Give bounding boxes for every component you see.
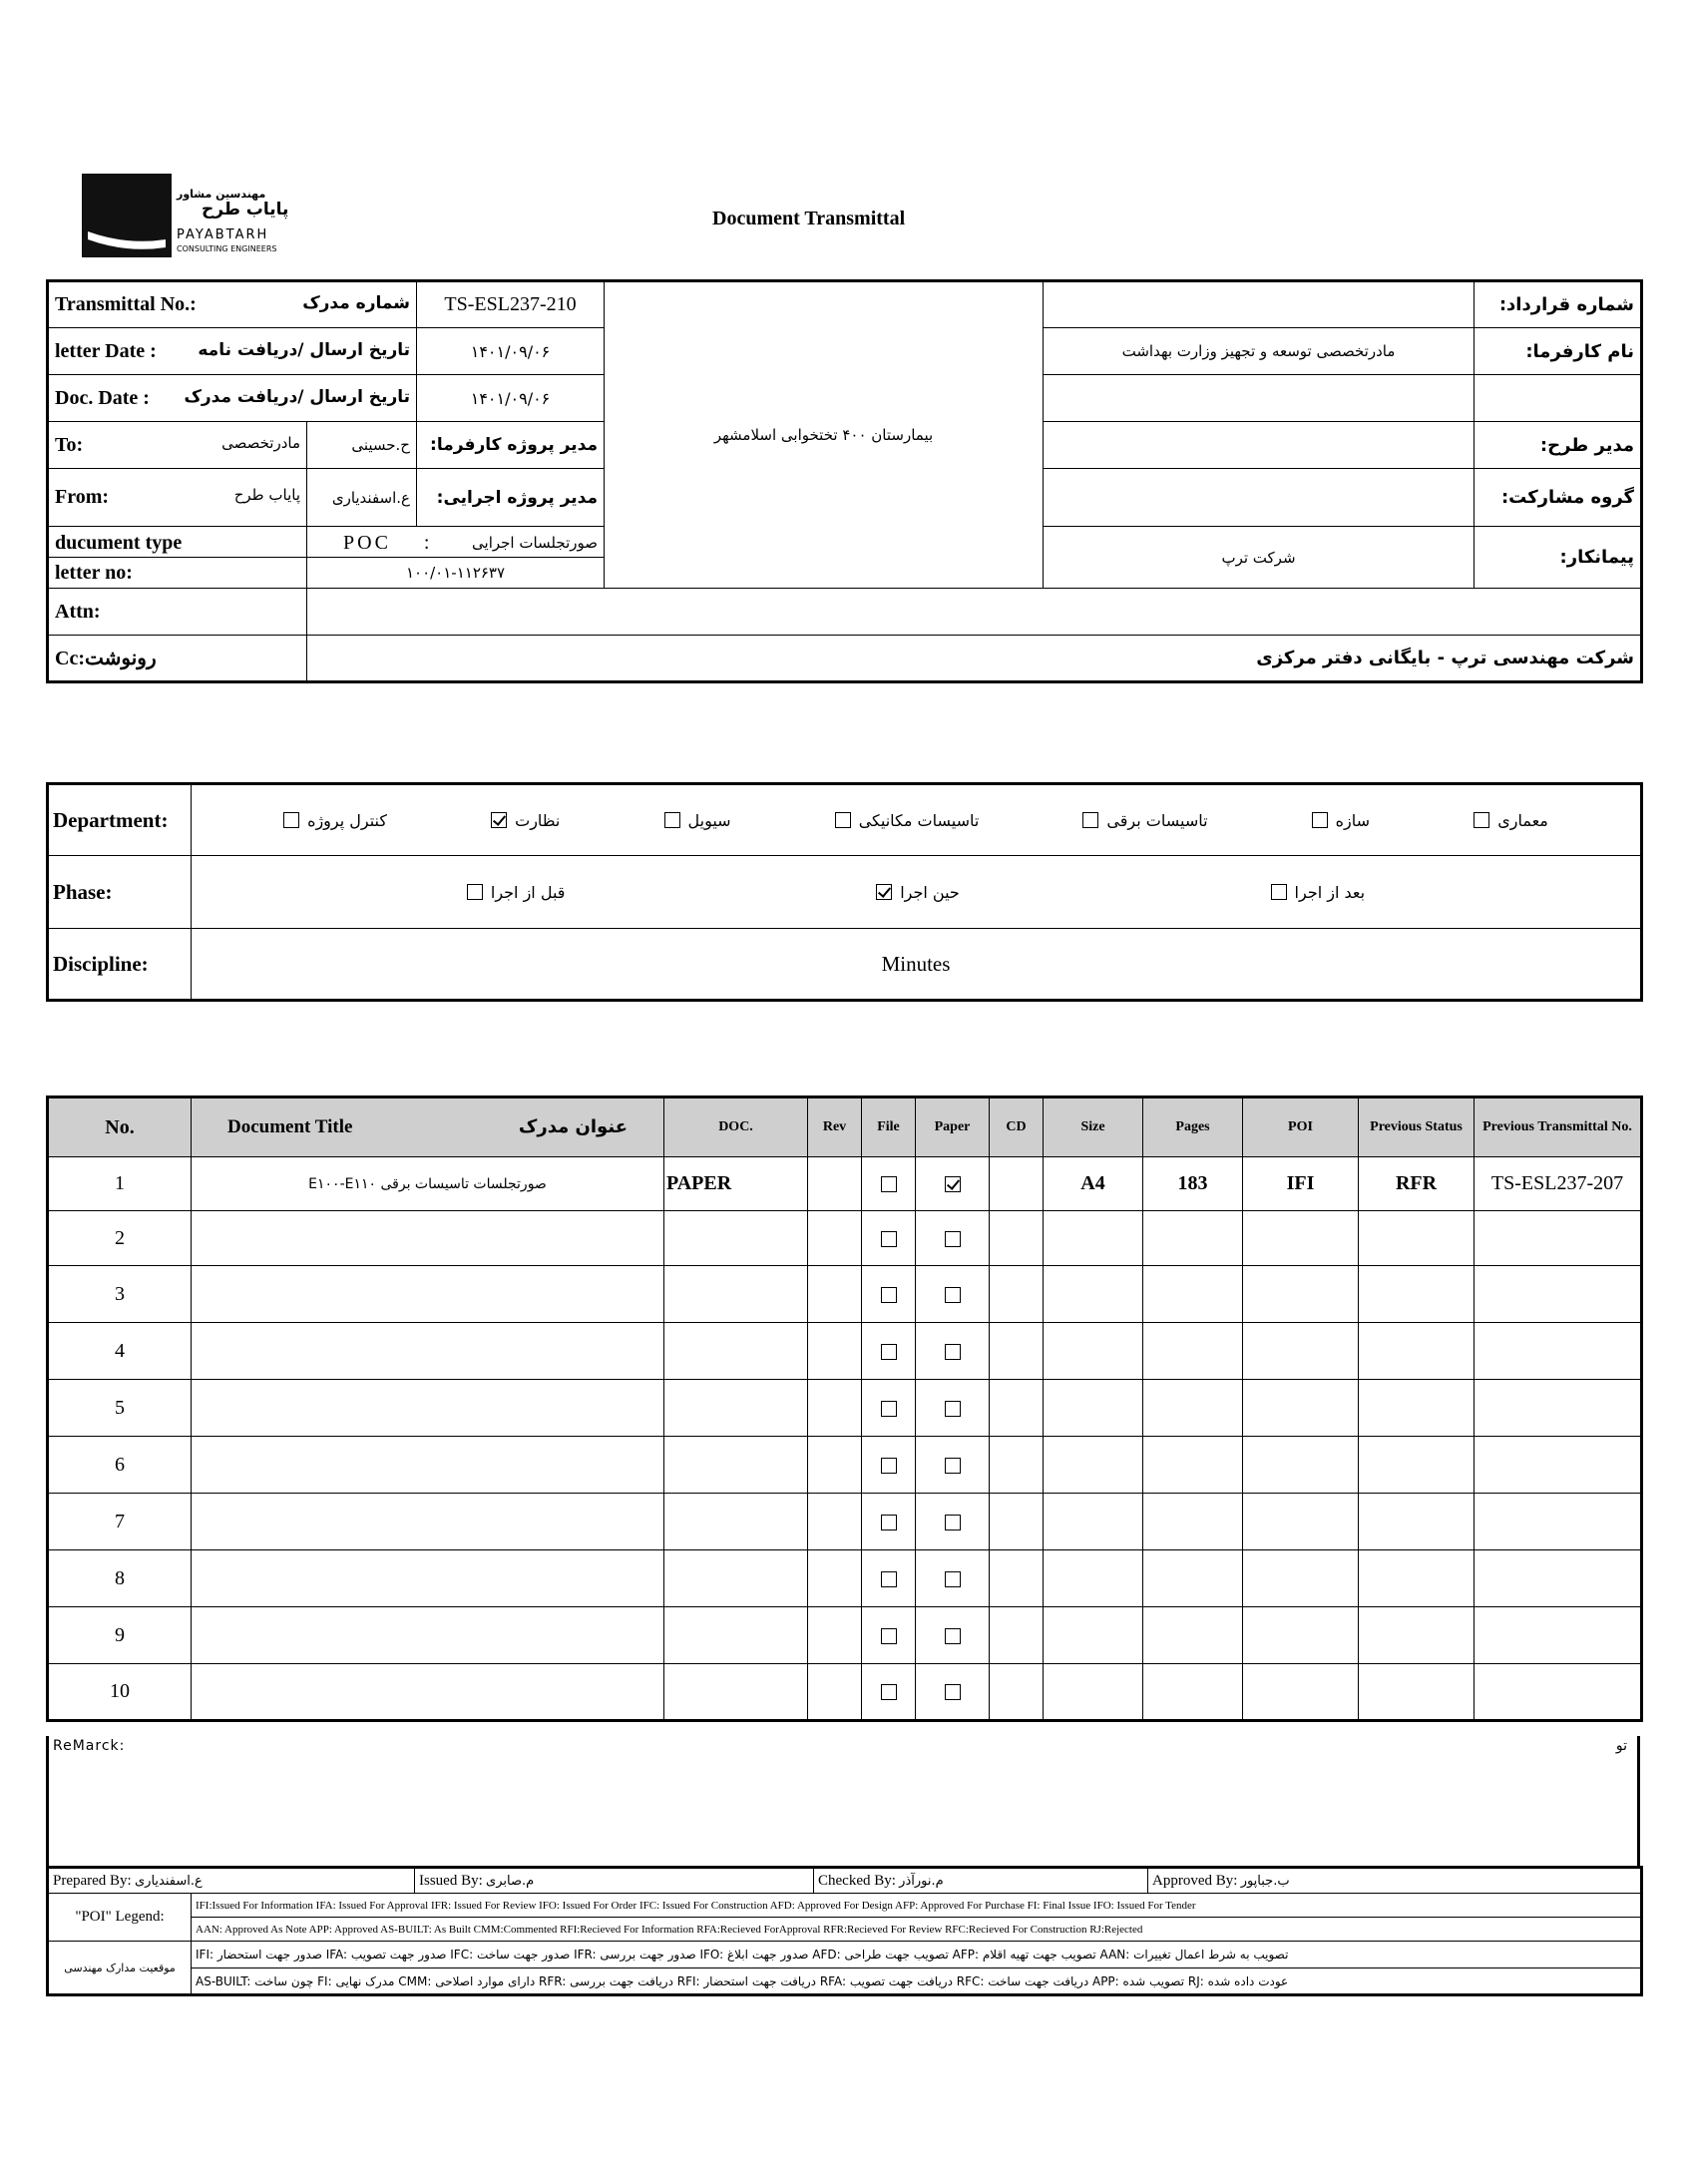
from-value: پایاب طرح — [233, 486, 300, 504]
paper-checkbox[interactable] — [945, 1571, 961, 1587]
transmittal-no-fa-label: شماره مدرک — [302, 293, 410, 313]
prepared-value: ع.اسفندیاری — [134, 1873, 203, 1889]
cell-size — [1044, 1323, 1143, 1380]
cell-no: 7 — [48, 1494, 192, 1550]
cell-paper — [916, 1437, 990, 1494]
cell-pages — [1143, 1380, 1243, 1437]
department-option-label: تاسیسات برقی — [1106, 810, 1208, 830]
status-legend-label: موقعیت مدارک مهندسی — [48, 1942, 192, 1995]
cc-label: Cc:رونوشت — [48, 636, 307, 682]
cell-size — [1044, 1550, 1143, 1607]
phase-option[interactable] — [876, 883, 960, 902]
table-row — [48, 1550, 1642, 1607]
partnership-value — [1044, 469, 1475, 527]
cell-prev-trans — [1475, 1323, 1642, 1380]
col-rev: Rev — [808, 1097, 862, 1157]
phase-option-label: حین اجرا — [900, 882, 960, 902]
cell-rev — [808, 1157, 862, 1211]
cell-poi — [1243, 1664, 1359, 1721]
cell-prev-trans — [1475, 1494, 1642, 1550]
cell-doc — [664, 1437, 808, 1494]
checked-label: Checked By: — [818, 1872, 896, 1889]
cell-file — [862, 1323, 916, 1380]
phase-label: Phase: — [48, 856, 192, 929]
cell-prev-status — [1359, 1266, 1475, 1323]
cell-doc: PAPER — [664, 1157, 808, 1211]
cell-prev-trans: TS-ESL237-207 — [1475, 1157, 1642, 1211]
cell-poi — [1243, 1437, 1359, 1494]
cell-poi — [1243, 1211, 1359, 1266]
cell-pages: 183 — [1143, 1157, 1243, 1211]
header-table — [46, 279, 1643, 683]
department-option[interactable] — [283, 811, 387, 830]
cell-size — [1044, 1266, 1143, 1323]
paper-checkbox[interactable] — [945, 1458, 961, 1474]
cell-file — [862, 1266, 916, 1323]
cell-cd — [990, 1437, 1044, 1494]
cell-cd — [990, 1323, 1044, 1380]
partnership-label: گروه مشارکت: — [1475, 469, 1642, 527]
phase-option[interactable] — [1271, 883, 1366, 902]
department-checkbox[interactable] — [835, 812, 851, 828]
to-cell — [48, 422, 307, 469]
department-option-label: سازه — [1335, 810, 1371, 830]
cell-rev — [808, 1494, 862, 1550]
to-label: To: — [55, 433, 84, 456]
cell-no: 1 — [48, 1157, 192, 1211]
contract-no-label: شماره قرارداد: — [1475, 281, 1642, 328]
cell-pages — [1143, 1550, 1243, 1607]
cell-poi — [1243, 1494, 1359, 1550]
logo-firm-en: PAYABTARH — [177, 227, 269, 242]
department-option[interactable] — [1082, 811, 1207, 830]
table-row — [48, 1266, 1642, 1323]
phase-options — [192, 856, 1642, 929]
cell-file — [862, 1664, 916, 1721]
remark-label-fa: تو — [1615, 1738, 1627, 1754]
phase-checkbox[interactable] — [467, 884, 483, 900]
department-option[interactable] — [491, 811, 560, 830]
department-checkbox[interactable] — [1082, 812, 1098, 828]
designer-value — [1044, 422, 1475, 469]
doc-type-sep: : — [423, 531, 430, 554]
cell-file — [862, 1607, 916, 1664]
department-option[interactable] — [1474, 811, 1548, 830]
cell-file — [862, 1494, 916, 1550]
doc-type-code: POC — [343, 531, 391, 554]
cell-prev-trans — [1475, 1266, 1642, 1323]
cell-pages — [1143, 1607, 1243, 1664]
cell-prev-trans — [1475, 1664, 1642, 1721]
cell-prev-status — [1359, 1664, 1475, 1721]
file-checkbox[interactable] — [881, 1176, 897, 1192]
project-name: بیمارستان ۴۰۰ تختخوابی اسلامشهر — [605, 281, 1044, 589]
exec-pm-label: مدیر پروژه اجرایی: — [417, 469, 605, 527]
cell-rev — [808, 1266, 862, 1323]
cell-title — [192, 1607, 664, 1664]
issued-cell — [415, 1868, 814, 1894]
approved-cell — [1148, 1868, 1642, 1894]
attn-value — [307, 589, 1642, 636]
doc-date-fa-label: تاریخ ارسال /دریافت مدرک — [184, 386, 410, 407]
discipline-label: Discipline: — [48, 929, 192, 1001]
cell-size — [1044, 1607, 1143, 1664]
cell-rev — [808, 1323, 862, 1380]
classification-table — [46, 782, 1643, 1002]
cell-pages — [1143, 1323, 1243, 1380]
remark-box — [46, 1736, 1640, 1866]
cell-title — [192, 1266, 664, 1323]
file-checkbox[interactable] — [881, 1571, 897, 1587]
cell-size — [1044, 1494, 1143, 1550]
file-checkbox[interactable] — [881, 1458, 897, 1474]
letter-date-value: ۱۴۰۱/۰۹/۰۶ — [417, 328, 605, 375]
doc-type-value-cell — [307, 527, 605, 589]
client-label: نام کارفرما: — [1475, 328, 1642, 375]
logo-firm-small: مهندسین مشاور — [177, 188, 266, 201]
paper-checkbox[interactable] — [945, 1287, 961, 1303]
cell-doc — [664, 1266, 808, 1323]
cell-rev — [808, 1664, 862, 1721]
blank-label — [1475, 375, 1642, 422]
department-option-label: سیویل — [687, 810, 731, 830]
cell-cd — [990, 1664, 1044, 1721]
client-pm-label: مدیر پروژه کارفرما: — [417, 422, 605, 469]
issued-label: Issued By: — [419, 1872, 483, 1889]
cell-no: 5 — [48, 1380, 192, 1437]
prepared-label: Prepared By: — [53, 1872, 132, 1889]
doc-type-fa: صورتجلسات اجرایی — [472, 533, 598, 552]
department-checkbox[interactable] — [283, 812, 299, 828]
company-logo — [82, 174, 301, 259]
cell-size: A4 — [1044, 1157, 1143, 1211]
logo-firm-fa: پایاب طرح — [202, 200, 289, 219]
cell-prev-trans — [1475, 1607, 1642, 1664]
cell-doc — [664, 1550, 808, 1607]
table-row — [48, 1664, 1642, 1721]
legend-line-4: AS-BUILT: چون ساخت FI: مدرک نهایی CMM: دارای موارد اصلاحی RFR: دریافت جهت بررسی RFI: دریافت جهت استحضار RFA: دریافت جهت تصویب RFC: دریافت جهت ساخت APP: تصویب شده RJ: عودت داده شده — [192, 1968, 1642, 1995]
approved-label: Approved By: — [1152, 1872, 1238, 1889]
phase-checkbox[interactable] — [1271, 884, 1287, 900]
file-checkbox[interactable] — [881, 1231, 897, 1247]
cell-file — [862, 1550, 916, 1607]
cell-doc — [664, 1494, 808, 1550]
cell-prev-status — [1359, 1494, 1475, 1550]
cell-size — [1044, 1437, 1143, 1494]
cell-prev-trans — [1475, 1550, 1642, 1607]
cell-doc — [664, 1607, 808, 1664]
letter-no-value: ۱۰۰/۰۱-۱۱۲۶۳۷ — [405, 563, 506, 582]
table-row — [48, 1323, 1642, 1380]
cell-poi — [1243, 1550, 1359, 1607]
department-options — [192, 784, 1642, 856]
doc-type-label: ducument type — [49, 528, 306, 558]
cell-title — [192, 1494, 664, 1550]
cell-file — [862, 1211, 916, 1266]
department-checkbox[interactable] — [1312, 812, 1328, 828]
cell-prev-status — [1359, 1607, 1475, 1664]
cell-cd — [990, 1494, 1044, 1550]
contractor-label: پیمانکار: — [1475, 527, 1642, 589]
col-title — [192, 1097, 664, 1157]
paper-checkbox[interactable] — [945, 1515, 961, 1530]
cell-paper — [916, 1380, 990, 1437]
cell-title — [192, 1380, 664, 1437]
table-row — [48, 1211, 1642, 1266]
department-option-label: نظارت — [515, 810, 561, 830]
cell-prev-status: RFR — [1359, 1157, 1475, 1211]
file-checkbox[interactable] — [881, 1287, 897, 1303]
phase-option[interactable] — [467, 883, 566, 902]
cell-no: 6 — [48, 1437, 192, 1494]
cell-pages — [1143, 1437, 1243, 1494]
phase-option-label: قبل از اجرا — [490, 882, 566, 902]
legend-line-1: IFI:Issued For Information IFA: Issued For Approval IFR: Issued For Review IFO: Issued For Order IFC: Issued For Construction AFD: Approved For Design AFP: Approved For Purchase FI: Final Issue IFO: Issued For Tender — [192, 1894, 1642, 1918]
col-prev-status: Previous Status — [1359, 1097, 1475, 1157]
department-option[interactable] — [664, 811, 731, 830]
col-title-en: Document Title — [227, 1116, 353, 1137]
cell-rev — [808, 1211, 862, 1266]
cell-prev-trans — [1475, 1437, 1642, 1494]
checked-cell — [814, 1868, 1148, 1894]
cell-title — [192, 1664, 664, 1721]
paper-checkbox[interactable] — [945, 1344, 961, 1360]
poi-legend-label: "POI" Legend: — [48, 1894, 192, 1942]
col-paper: Paper — [916, 1097, 990, 1157]
department-option[interactable] — [835, 811, 980, 830]
documents-table — [46, 1095, 1643, 1722]
letter-date-label: letter Date : — [55, 339, 157, 362]
cell-cd — [990, 1211, 1044, 1266]
cell-no: 2 — [48, 1211, 192, 1266]
cell-paper — [916, 1211, 990, 1266]
cell-title — [192, 1323, 664, 1380]
department-checkbox[interactable] — [664, 812, 680, 828]
department-option-label: تاسیسات مکانیکی — [858, 810, 980, 830]
table-row — [48, 1494, 1642, 1550]
cell-paper — [916, 1323, 990, 1380]
cell-doc — [664, 1380, 808, 1437]
to-person: ح.حسینی — [307, 422, 417, 469]
cell-title — [192, 1550, 664, 1607]
cell-pages — [1143, 1664, 1243, 1721]
cell-prev-status — [1359, 1437, 1475, 1494]
letter-date-cell — [48, 328, 417, 375]
cell-file — [862, 1437, 916, 1494]
table-row — [48, 1607, 1642, 1664]
cell-doc — [664, 1211, 808, 1266]
doc-type-cell — [48, 527, 307, 589]
cell-cd — [990, 1157, 1044, 1211]
cell-no: 10 — [48, 1664, 192, 1721]
cell-pages — [1143, 1494, 1243, 1550]
file-checkbox[interactable] — [881, 1515, 897, 1530]
file-checkbox[interactable] — [881, 1344, 897, 1360]
department-label: Department: — [48, 784, 192, 856]
col-prev-trans: Previous Transmittal No. — [1475, 1097, 1642, 1157]
department-option[interactable] — [1312, 811, 1370, 830]
cell-prev-trans — [1475, 1380, 1642, 1437]
cell-title: صورتجلسات تاسیسات برقی E۱۰۰-E۱۱۰ — [192, 1157, 664, 1211]
phase-option-label: بعد از اجرا — [1294, 882, 1366, 902]
department-option-label: معماری — [1497, 810, 1548, 830]
cell-doc — [664, 1323, 808, 1380]
prepared-cell — [48, 1868, 415, 1894]
from-label: From: — [55, 486, 110, 508]
col-title-fa: عنوان مدرک — [518, 1116, 628, 1137]
letter-date-fa-label: تاریخ ارسال /دریافت نامه — [198, 339, 410, 360]
cell-paper — [916, 1607, 990, 1664]
cell-cd — [990, 1607, 1044, 1664]
legend-line-2: AAN: Approved As Note APP: Approved AS-BUILT: As Built CMM:Commented RFI:Recieved For Information RFA:Recieved ForApproval RFR:Recieved For Review RFC:Recieved For Construction RJ:Rejected — [192, 1918, 1642, 1942]
signoff-legend-table — [46, 1866, 1643, 1996]
paper-checkbox[interactable] — [945, 1628, 961, 1644]
table-row — [48, 1157, 1642, 1211]
discipline-value: Minutes — [192, 929, 1642, 1001]
cell-prev-status — [1359, 1323, 1475, 1380]
col-no: No. — [48, 1097, 192, 1157]
from-cell — [48, 469, 307, 527]
transmittal-no-value: TS-ESL237-210 — [417, 281, 605, 328]
cell-doc — [664, 1664, 808, 1721]
department-checkbox[interactable] — [1474, 812, 1489, 828]
cell-rev — [808, 1437, 862, 1494]
file-checkbox[interactable] — [881, 1628, 897, 1644]
cc-value: شرکت مهندسی ترپ - بایگانی دفتر مرکزی — [307, 636, 1642, 682]
to-value: مادرتخصصی — [221, 433, 300, 452]
col-file: File — [862, 1097, 916, 1157]
cell-cd — [990, 1550, 1044, 1607]
cell-rev — [808, 1550, 862, 1607]
cell-prev-trans — [1475, 1211, 1642, 1266]
cell-poi — [1243, 1380, 1359, 1437]
phase-checkbox[interactable] — [876, 884, 892, 900]
cell-no: 9 — [48, 1607, 192, 1664]
from-person: ع.اسفندیاری — [307, 469, 417, 527]
transmittal-no-cell — [48, 281, 417, 328]
cell-rev — [808, 1380, 862, 1437]
file-checkbox[interactable] — [881, 1401, 897, 1417]
cell-cd — [990, 1380, 1044, 1437]
col-doc: DOC. — [664, 1097, 808, 1157]
cell-pages — [1143, 1266, 1243, 1323]
cell-no: 8 — [48, 1550, 192, 1607]
cell-prev-status — [1359, 1550, 1475, 1607]
doc-date-cell — [48, 375, 417, 422]
document-title: Document Transmittal — [712, 208, 906, 229]
col-size: Size — [1044, 1097, 1143, 1157]
contract-no-value — [1044, 281, 1475, 328]
paper-checkbox[interactable] — [945, 1401, 961, 1417]
cell-poi — [1243, 1323, 1359, 1380]
cell-paper — [916, 1664, 990, 1721]
logo-firm-sub: CONSULTING ENGINEERS — [177, 244, 277, 253]
cell-paper — [916, 1266, 990, 1323]
checked-value: م.نورآذر — [899, 1873, 944, 1889]
cell-rev — [808, 1607, 862, 1664]
table-row — [48, 1380, 1642, 1437]
cell-paper — [916, 1157, 990, 1211]
blank-value — [1044, 375, 1475, 422]
cell-size — [1044, 1664, 1143, 1721]
paper-checkbox[interactable] — [945, 1231, 961, 1247]
client-value: مادرتخصصی توسعه و تجهیز وزارت بهداشت — [1044, 328, 1475, 375]
paper-checkbox[interactable] — [945, 1684, 961, 1700]
cell-poi — [1243, 1607, 1359, 1664]
legend-line-3: IFI: صدور جهت استحضار IFA: صدور جهت تصویب IFC: صدور جهت ساخت IFR: صدور جهت بررسی IFO: صدور جهت ابلاغ AFD: تصویب جهت طراحی AFP: تصویب جهت تهیه اقلام AAN: تصویب به شرط اعمال تغییرات — [192, 1942, 1642, 1968]
cell-poi — [1243, 1266, 1359, 1323]
cell-prev-status — [1359, 1211, 1475, 1266]
doc-date-label: Doc. Date : — [55, 386, 150, 409]
cell-prev-status — [1359, 1380, 1475, 1437]
cell-size — [1044, 1380, 1143, 1437]
cell-title — [192, 1437, 664, 1494]
cell-poi: IFI — [1243, 1157, 1359, 1211]
cell-size — [1044, 1211, 1143, 1266]
contractor-value: شرکت ترپ — [1044, 527, 1475, 589]
col-poi: POI — [1243, 1097, 1359, 1157]
letter-no-label: letter no: — [55, 561, 133, 584]
designer-label: مدیر طرح: — [1475, 422, 1642, 469]
department-option-label: کنترل پروژه — [307, 810, 387, 830]
table-row — [48, 1437, 1642, 1494]
file-checkbox[interactable] — [881, 1684, 897, 1700]
paper-checkbox[interactable] — [945, 1176, 961, 1192]
remark-label: ReMarck: — [53, 1738, 126, 1754]
col-pages: Pages — [1143, 1097, 1243, 1157]
cell-pages — [1143, 1211, 1243, 1266]
cell-paper — [916, 1494, 990, 1550]
department-checkbox[interactable] — [491, 812, 507, 828]
doc-date-value: ۱۴۰۱/۰۹/۰۶ — [417, 375, 605, 422]
cell-no: 3 — [48, 1266, 192, 1323]
approved-value: ب.جباپور — [1240, 1873, 1290, 1889]
attn-label: Attn: — [48, 589, 307, 636]
cell-cd — [990, 1266, 1044, 1323]
issued-value: م.صابری — [486, 1873, 535, 1889]
logo-mark-icon — [82, 174, 172, 257]
cell-no: 4 — [48, 1323, 192, 1380]
cell-file — [862, 1380, 916, 1437]
transmittal-no-label: Transmittal No.: — [55, 293, 197, 315]
cell-title — [192, 1211, 664, 1266]
col-cd: CD — [990, 1097, 1044, 1157]
cell-paper — [916, 1550, 990, 1607]
cell-file — [862, 1157, 916, 1211]
